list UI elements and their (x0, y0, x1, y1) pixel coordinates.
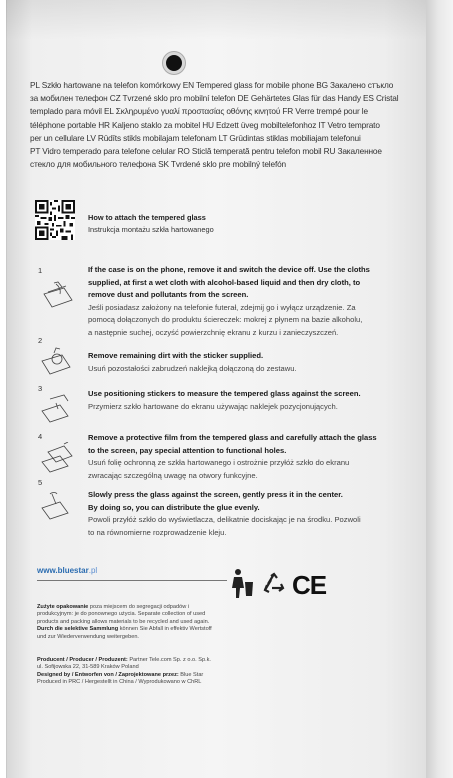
hang-hole-icon (163, 52, 185, 74)
instruction-pl-line: zwracając szczególną uwagę na otwory funkcyjne. (88, 470, 258, 480)
packaging-side-edge (426, 0, 453, 778)
producer-line: ul. Sofijowska 22, 31-589 Kraków Poland (37, 664, 139, 671)
instruction-pl-line: pomocą dołączonych do produktu ściereczek: mokrej z płynem na bazie alkoholu, (88, 315, 363, 325)
step-1-text (88, 264, 406, 340)
positioning-sticker-icon (38, 393, 78, 425)
step-number: 2 (38, 336, 43, 345)
language-line: téléphone portable HR Kaljeno staklo za mobitel HU Edzett üveg mobiltelefonhoz IT Vetro temprato (30, 119, 380, 130)
language-line: per un cellulare LV Rūdīts stikls mobilajam telefonam LT Grūdintas stiklas mobiliajam telefonui (30, 132, 361, 143)
product-description-multilingual (30, 79, 405, 171)
recycling-notice (37, 604, 277, 641)
step-number: 4 (38, 432, 43, 441)
recycling-line: products and packing allows materials to be recycled and used again. (37, 618, 210, 625)
attach-glass-icon (38, 442, 78, 474)
instruction-pl-line: Usuń pozostałości zabrudzeń naklejką dołączoną do zestawu. (88, 363, 297, 373)
recycling-line: produkcyjnym: je do ponownego użycia. Separate collection of used (37, 611, 206, 618)
brand-url[interactable] (37, 566, 97, 575)
instruction-en-line: supplied, at first a wet cloth with alcohol-based liquid and then dry cloth, to (88, 277, 361, 287)
instruction-en-line: Slowly press the glass against the screen, gently press it in the center. (88, 490, 343, 499)
language-line: стекло для мобильного телефона SK Tvrdené sklo pre mobilný telefón (30, 159, 287, 170)
instruction-en-line: Remove remaining dirt with the sticker supplied. (88, 351, 264, 360)
step-5-text (88, 489, 406, 539)
step-number: 5 (38, 478, 43, 487)
step-number: 1 (38, 266, 43, 275)
instruction-pl-line: Przymierz szkło hartowane do ekranu używając naklejek pozycjonujących. (88, 401, 338, 411)
url-tld: .pl (88, 566, 98, 575)
producer-line: Produced in PRC / Hergestellt in China / Wyprodukowano w ChRL (37, 679, 202, 686)
howto-subtitle: Instrukcja montażu szkła hartowanego (88, 225, 214, 234)
language-line: PL Szkło hartowane na telefon komórkowy EN Tempered glass for mobile phone BG Закалено стъкло (30, 80, 394, 90)
language-line: за мобилен телефон CZ Tvrzené sklo pro mobilní telefon DE Gehärtetes Glas für das Handy ES Cristal (30, 93, 399, 104)
instruction-en-line: remove dust and pollutants from the screen. (88, 290, 249, 300)
sticker-dust-removal-icon (38, 345, 78, 377)
instruction-en-line: If the case is on the phone, remove it and switch the device off. Use the cloths (88, 265, 370, 274)
url-main: www.bluestar (37, 566, 89, 575)
howto-title: How to attach the tempered glass (88, 213, 206, 222)
recycling-line: und zur Wiederverwendung weitergeben. (37, 633, 139, 640)
step-3-text (88, 388, 406, 413)
cleaning-phone-icon (38, 280, 78, 312)
top-shadow (6, 0, 426, 40)
instruction-pl-line: to na równomierne rozprowadzenie kleju. (88, 527, 227, 537)
tidyman-icon (228, 568, 256, 600)
recycling-line: Durch die selektive Sammlung können Sie Abfall in effektiv Wertstoff (37, 626, 212, 633)
instruction-pl-line: Usuń folię ochronną ze szkła hartowanego i ostrożnie przyłóż szkło do ekranu (88, 458, 350, 468)
language-line: templado para móvil EL Σκληρυμένο γυαλί προστασίας οθόνης κινητού FR Verre trempé pour le (30, 106, 368, 117)
step-4-text (88, 432, 406, 482)
recycle-icon (262, 572, 286, 596)
qr-code-icon[interactable] (35, 200, 75, 240)
instruction-pl-line: Powoli przyłóż szkło do wyświetlacza, delikatnie dociskając je na środku. Pozwoli (88, 515, 361, 525)
instruction-en-line: Use positioning stickers to measure the tempered glass against the screen. (88, 389, 361, 398)
instruction-pl-line: a następnie suchej, oczyść powierzchnię ekranu z kurzu i zanieczyszczeń. (88, 327, 339, 337)
language-line: PT Vidro temperado para telefone celular RO Sticlă temperată pentru telefon mobil RU Закаленное (30, 146, 382, 157)
instruction-en-line: By doing so, you can distribute the glue evenly. (88, 502, 260, 512)
instruction-pl-line: Jeśli posiadasz założony na telefonie futerał, zdejmij go i wyłącz urządzenie. Za (88, 302, 356, 312)
step-number: 3 (38, 384, 43, 393)
recycling-line: Zużyte opakowanie poza miejscem do segregacji odpadów i (37, 604, 190, 610)
instruction-en-line: to the screen, pay special attention to functional holes. (88, 445, 287, 455)
instruction-en-line: Remove a protective film from the tempered glass and carefully attach the glass (88, 433, 377, 442)
step-2-text (88, 350, 406, 375)
footer-divider (37, 580, 227, 581)
producer-line: Designed by / Entworfen von / Zaprojektowane przez: Blue Star (37, 671, 204, 678)
producer-info (37, 657, 277, 687)
press-glass-icon (38, 490, 78, 522)
ce-mark: CE (292, 570, 327, 600)
producer-line: Producent / Producer / Produzent: Partner Tele.com Sp. z o.o. Sp.k. (37, 657, 211, 663)
